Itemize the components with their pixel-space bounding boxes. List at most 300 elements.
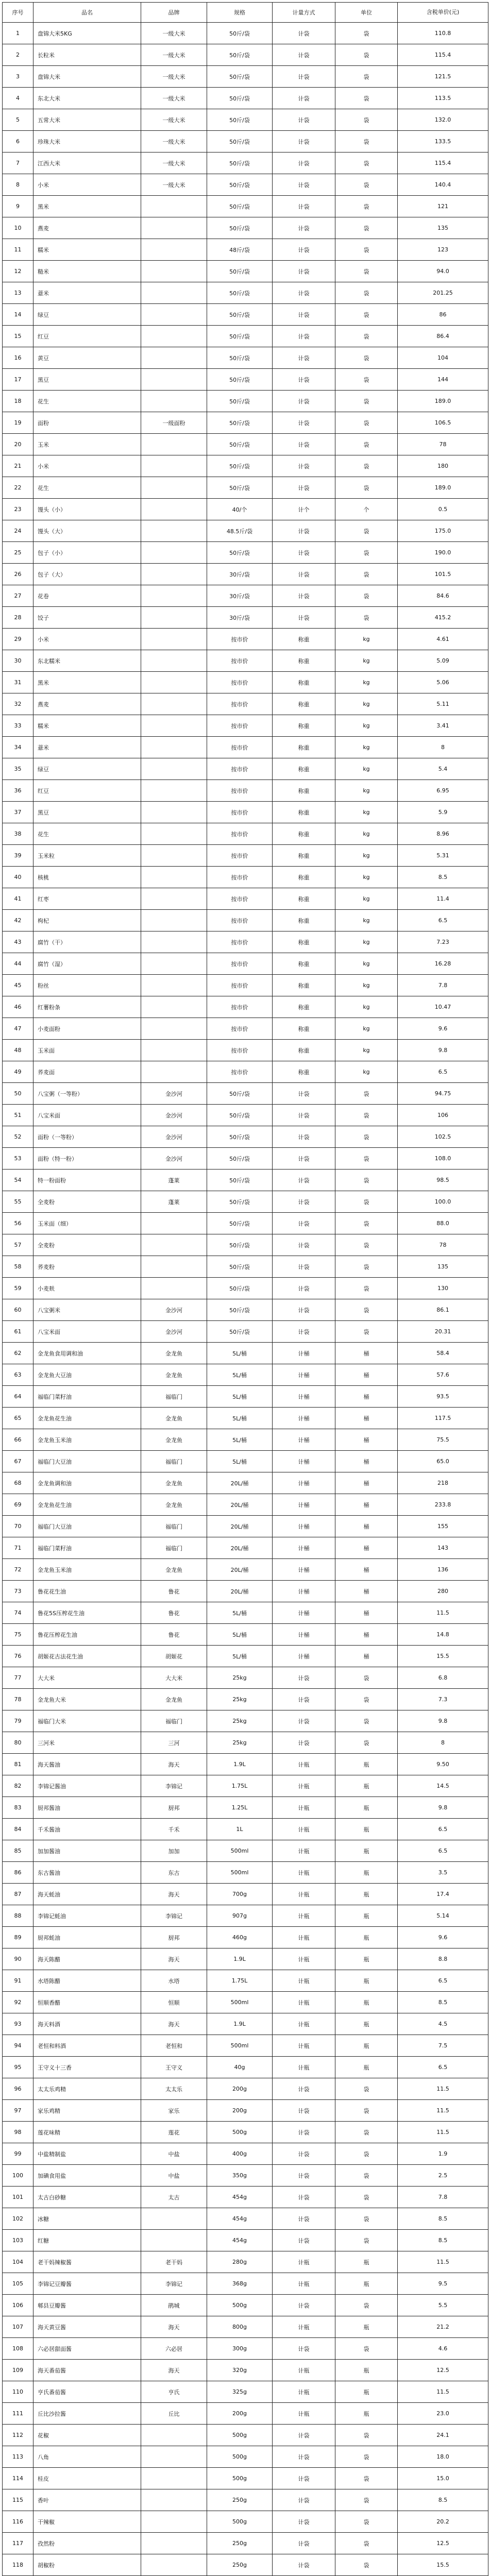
- cell-unit-price: 6.5: [398, 910, 488, 931]
- cell-unit: kg: [335, 931, 398, 953]
- cell-specification: 50斤/袋: [207, 542, 273, 564]
- cell-product-name: 燕麦: [33, 693, 141, 715]
- cell-serial-no: 57: [3, 1234, 33, 1256]
- cell-brand: 金龙鱼: [141, 1494, 207, 1516]
- cell-specification: 50斤/袋: [207, 131, 273, 152]
- cell-brand: 老恒和: [141, 2035, 207, 2057]
- cell-serial-no: 118: [3, 2554, 33, 2576]
- cell-unit: 个: [335, 499, 398, 520]
- table-row: [3, 131, 488, 152]
- table-row: [3, 910, 488, 931]
- cell-unit: 袋: [335, 1256, 398, 1278]
- cell-unit-price: 5.06: [398, 672, 488, 693]
- cell-measure-method: 计袋: [273, 109, 335, 131]
- cell-specification: 1.9L: [207, 1754, 273, 1775]
- cell-brand: 福临门: [141, 1537, 207, 1559]
- table-row: [3, 2230, 488, 2251]
- cell-brand: [141, 261, 207, 282]
- cell-product-name: 太古白砂糖: [33, 2187, 141, 2208]
- cell-unit: kg: [335, 715, 398, 737]
- cell-unit-price: 84.6: [398, 585, 488, 607]
- cell-measure-method: 计袋: [273, 2187, 335, 2208]
- cell-specification: 454g: [207, 2187, 273, 2208]
- cell-brand: [141, 758, 207, 780]
- cell-unit: 袋: [335, 2446, 398, 2468]
- cell-specification: 50斤/袋: [207, 304, 273, 326]
- cell-specification: 25kg: [207, 1667, 273, 1689]
- cell-unit: 桶: [335, 1624, 398, 1646]
- cell-serial-no: 74: [3, 1602, 33, 1624]
- cell-measure-method: 计瓶: [273, 2316, 335, 2338]
- cell-serial-no: 58: [3, 1256, 33, 1278]
- cell-specification: 48斤/袋: [207, 239, 273, 261]
- cell-unit-price: 100.0: [398, 1191, 488, 1213]
- cell-unit-price: 58.4: [398, 1343, 488, 1364]
- cell-unit: 桶: [335, 1559, 398, 1581]
- cell-specification: 5L/桶: [207, 1343, 273, 1364]
- table-row: [3, 2403, 488, 2425]
- cell-specification: 20L/桶: [207, 1559, 273, 1581]
- cell-unit-price: 9.8: [398, 1797, 488, 1819]
- cell-specification: 50斤/袋: [207, 174, 273, 196]
- cell-unit: 袋: [335, 434, 398, 455]
- cell-brand: 海天: [141, 1754, 207, 1775]
- table-row: [3, 2165, 488, 2187]
- cell-measure-method: 称重: [273, 650, 335, 672]
- cell-brand: [141, 1213, 207, 1234]
- cell-brand: 一级大米: [141, 88, 207, 109]
- cell-measure-method: 计桶: [273, 1364, 335, 1386]
- cell-brand: 一级大米: [141, 174, 207, 196]
- cell-product-name: 包子（小）: [33, 542, 141, 564]
- cell-unit-price: 15.5: [398, 2554, 488, 2576]
- cell-measure-method: 计袋: [273, 412, 335, 434]
- cell-unit-price: 12.5: [398, 2360, 488, 2381]
- header-unit: 单位: [335, 3, 398, 23]
- cell-measure-method: 计袋: [273, 2511, 335, 2533]
- cell-product-name: 花生: [33, 823, 141, 845]
- cell-unit: 瓶: [335, 1819, 398, 1840]
- cell-specification: 按市价: [207, 650, 273, 672]
- cell-measure-method: 计袋: [273, 2143, 335, 2165]
- cell-brand: 海天: [141, 1948, 207, 1970]
- cell-serial-no: 78: [3, 1689, 33, 1710]
- cell-specification: 50斤/袋: [207, 1321, 273, 1343]
- cell-unit: 袋: [335, 2143, 398, 2165]
- cell-brand: 鲁花: [141, 1602, 207, 1624]
- cell-product-name: 花椒: [33, 2425, 141, 2446]
- cell-serial-no: 99: [3, 2143, 33, 2165]
- cell-product-name: 厨邦蚝油: [33, 1927, 141, 1948]
- cell-serial-no: 4: [3, 88, 33, 109]
- cell-brand: 金沙河: [141, 1126, 207, 1148]
- cell-product-name: 薏米: [33, 737, 141, 758]
- cell-unit: 桶: [335, 1386, 398, 1408]
- table-row: [3, 2273, 488, 2295]
- cell-brand: [141, 607, 207, 629]
- cell-product-name: 珍珠大米: [33, 131, 141, 152]
- cell-serial-no: 111: [3, 2403, 33, 2425]
- cell-measure-method: 计袋: [273, 44, 335, 66]
- cell-measure-method: 计瓶: [273, 2013, 335, 2035]
- cell-unit: 袋: [335, 585, 398, 607]
- cell-product-name: 王守义十三香: [33, 2057, 141, 2078]
- cell-unit: 袋: [335, 564, 398, 585]
- cell-product-name: 糯米: [33, 239, 141, 261]
- cell-unit-price: 11.5: [398, 2251, 488, 2273]
- cell-serial-no: 20: [3, 434, 33, 455]
- cell-unit-price: 135: [398, 1256, 488, 1278]
- cell-serial-no: 39: [3, 845, 33, 867]
- cell-brand: [141, 845, 207, 867]
- cell-brand: 太古: [141, 2187, 207, 2208]
- cell-specification: 500ml: [207, 1992, 273, 2013]
- cell-specification: 200g: [207, 2403, 273, 2425]
- cell-product-name: 李锦记酱油: [33, 1775, 141, 1797]
- table-row: [3, 2360, 488, 2381]
- cell-unit-price: 94.75: [398, 1083, 488, 1105]
- cell-product-name: 面粉: [33, 412, 141, 434]
- cell-specification: 250g: [207, 2489, 273, 2511]
- table-row: [3, 499, 488, 520]
- cell-brand: [141, 477, 207, 499]
- cell-specification: 50斤/袋: [207, 44, 273, 66]
- cell-product-name: 金龙鱼玉米油: [33, 1429, 141, 1451]
- cell-measure-method: 计桶: [273, 1624, 335, 1646]
- table-row: [3, 607, 488, 629]
- cell-measure-method: 计袋: [273, 261, 335, 282]
- cell-serial-no: 49: [3, 1061, 33, 1083]
- cell-specification: 按市价: [207, 888, 273, 910]
- cell-specification: 按市价: [207, 845, 273, 867]
- cell-unit: 袋: [335, 1213, 398, 1234]
- cell-product-name: 老恒和料酒: [33, 2035, 141, 2057]
- cell-serial-no: 56: [3, 1213, 33, 1234]
- cell-specification: 454g: [207, 2230, 273, 2251]
- cell-unit: 袋: [335, 1234, 398, 1256]
- cell-unit-price: 88.0: [398, 1213, 488, 1234]
- cell-serial-no: 23: [3, 499, 33, 520]
- cell-measure-method: 称重: [273, 737, 335, 758]
- cell-specification: 按市价: [207, 910, 273, 931]
- cell-unit: 袋: [335, 1689, 398, 1710]
- cell-measure-method: 计袋: [273, 1710, 335, 1732]
- cell-serial-no: 61: [3, 1321, 33, 1343]
- cell-serial-no: 62: [3, 1343, 33, 1364]
- cell-measure-method: 计桶: [273, 1516, 335, 1537]
- cell-measure-method: 计袋: [273, 2338, 335, 2360]
- cell-product-name: 恒顺香醋: [33, 1992, 141, 2013]
- cell-brand: [141, 369, 207, 391]
- cell-product-name: 腐竹（干）: [33, 931, 141, 953]
- cell-serial-no: 108: [3, 2338, 33, 2360]
- cell-serial-no: 10: [3, 217, 33, 239]
- cell-measure-method: 计袋: [273, 152, 335, 174]
- cell-unit-price: 130: [398, 1278, 488, 1299]
- header-unit-price: 含税单价(元): [398, 3, 488, 23]
- cell-unit: 袋: [335, 152, 398, 174]
- header-specification: 规格: [207, 3, 273, 23]
- cell-unit: 袋: [335, 2187, 398, 2208]
- table-row: [3, 196, 488, 217]
- cell-measure-method: 计袋: [273, 66, 335, 88]
- cell-specification: 500g: [207, 2446, 273, 2468]
- cell-unit: kg: [335, 867, 398, 888]
- cell-brand: [141, 975, 207, 996]
- cell-brand: [141, 2425, 207, 2446]
- cell-serial-no: 98: [3, 2122, 33, 2143]
- cell-specification: 1.75L: [207, 1970, 273, 1992]
- cell-measure-method: 计袋: [273, 304, 335, 326]
- table-row: [3, 1689, 488, 1710]
- cell-measure-method: 计袋: [273, 2425, 335, 2446]
- cell-measure-method: 计袋: [273, 1321, 335, 1343]
- cell-unit: 袋: [335, 542, 398, 564]
- cell-serial-no: 36: [3, 780, 33, 802]
- cell-product-name: 红薯粉条: [33, 996, 141, 1018]
- cell-measure-method: 称重: [273, 758, 335, 780]
- cell-measure-method: 计瓶: [273, 1905, 335, 1927]
- cell-unit-price: 189.0: [398, 477, 488, 499]
- cell-specification: 50斤/袋: [207, 455, 273, 477]
- cell-specification: 320g: [207, 2360, 273, 2381]
- cell-unit: 瓶: [335, 1884, 398, 1905]
- cell-unit: 袋: [335, 2554, 398, 2576]
- cell-brand: [141, 1278, 207, 1299]
- cell-product-name: 黑米: [33, 196, 141, 217]
- cell-unit-price: 2.5: [398, 2165, 488, 2187]
- cell-product-name: 红枣: [33, 888, 141, 910]
- cell-unit-price: 78: [398, 434, 488, 455]
- cell-measure-method: 称重: [273, 996, 335, 1018]
- cell-unit: kg: [335, 650, 398, 672]
- cell-brand: 一级大米: [141, 109, 207, 131]
- cell-brand: [141, 888, 207, 910]
- cell-specification: 5L/桶: [207, 1386, 273, 1408]
- cell-serial-no: 92: [3, 1992, 33, 2013]
- cell-specification: 50斤/袋: [207, 1256, 273, 1278]
- cell-unit-price: 5.11: [398, 693, 488, 715]
- cell-unit-price: 115.4: [398, 44, 488, 66]
- cell-unit: 瓶: [335, 2360, 398, 2381]
- cell-brand: 蓬莱: [141, 1191, 207, 1213]
- cell-product-name: 东北大米: [33, 88, 141, 109]
- cell-unit: 袋: [335, 1278, 398, 1299]
- cell-brand: [141, 1040, 207, 1061]
- cell-specification: 5L/桶: [207, 1364, 273, 1386]
- table-row: [3, 152, 488, 174]
- table-row: [3, 1343, 488, 1364]
- table-row: [3, 1775, 488, 1797]
- cell-unit-price: 104: [398, 347, 488, 369]
- cell-measure-method: 计桶: [273, 1602, 335, 1624]
- table-row: [3, 1970, 488, 1992]
- cell-brand: [141, 326, 207, 347]
- cell-product-name: 特一粉面粉: [33, 1170, 141, 1191]
- cell-measure-method: 计桶: [273, 1408, 335, 1429]
- cell-brand: 金龙鱼: [141, 1364, 207, 1386]
- cell-serial-no: 53: [3, 1148, 33, 1170]
- table-row: [3, 434, 488, 455]
- cell-brand: [141, 520, 207, 542]
- cell-product-name: 玉米面（细）: [33, 1213, 141, 1234]
- table-row: [3, 672, 488, 693]
- table-row: [3, 239, 488, 261]
- cell-measure-method: 计瓶: [273, 1840, 335, 1862]
- cell-brand: 鲁花: [141, 1624, 207, 1646]
- cell-product-name: 莲花味精: [33, 2122, 141, 2143]
- cell-unit: 袋: [335, 2511, 398, 2533]
- cell-unit-price: 6.5: [398, 2057, 488, 2078]
- cell-measure-method: 计袋: [273, 2533, 335, 2554]
- cell-unit: 袋: [335, 2208, 398, 2230]
- cell-brand: [141, 564, 207, 585]
- cell-unit: 袋: [335, 2338, 398, 2360]
- cell-serial-no: 102: [3, 2208, 33, 2230]
- cell-specification: 按市价: [207, 715, 273, 737]
- cell-serial-no: 48: [3, 1040, 33, 1061]
- table-row: [3, 1494, 488, 1516]
- cell-serial-no: 65: [3, 1408, 33, 1429]
- cell-unit-price: 3.41: [398, 715, 488, 737]
- cell-product-name: 李锦记蚝油: [33, 1905, 141, 1927]
- cell-product-name: 六必居甜面酱: [33, 2338, 141, 2360]
- cell-serial-no: 85: [3, 1840, 33, 1862]
- cell-serial-no: 114: [3, 2468, 33, 2489]
- cell-specification: 500g: [207, 2468, 273, 2489]
- cell-specification: 500g: [207, 2425, 273, 2446]
- cell-brand: [141, 585, 207, 607]
- cell-serial-no: 51: [3, 1105, 33, 1126]
- cell-brand: [141, 1256, 207, 1278]
- cell-specification: 按市价: [207, 672, 273, 693]
- cell-specification: 1.9L: [207, 2013, 273, 2035]
- cell-brand: [141, 2511, 207, 2533]
- cell-measure-method: 称重: [273, 975, 335, 996]
- cell-brand: 金沙河: [141, 1299, 207, 1321]
- cell-unit: 瓶: [335, 1905, 398, 1927]
- cell-product-name: 绿豆: [33, 758, 141, 780]
- cell-unit-price: 133.5: [398, 131, 488, 152]
- table-row: [3, 2100, 488, 2122]
- cell-product-name: 荞麦面: [33, 1061, 141, 1083]
- table-row: [3, 1840, 488, 1862]
- table-row: [3, 1105, 488, 1126]
- cell-measure-method: 计袋: [273, 1126, 335, 1148]
- cell-unit-price: 11.4: [398, 888, 488, 910]
- header-serial-no: 序号: [3, 3, 33, 23]
- table-row: [3, 715, 488, 737]
- table-row: [3, 1364, 488, 1386]
- cell-serial-no: 81: [3, 1754, 33, 1775]
- cell-specification: 48.5斤/袋: [207, 520, 273, 542]
- cell-unit: 瓶: [335, 1970, 398, 1992]
- cell-unit: 袋: [335, 1170, 398, 1191]
- cell-brand: [141, 2489, 207, 2511]
- cell-brand: 中盐: [141, 2143, 207, 2165]
- table-row: [3, 975, 488, 996]
- cell-product-name: 小麦麸: [33, 1278, 141, 1299]
- cell-unit-price: 8: [398, 1732, 488, 1754]
- cell-brand: 三河: [141, 1732, 207, 1754]
- cell-unit: 桶: [335, 1429, 398, 1451]
- cell-specification: 325g: [207, 2381, 273, 2403]
- cell-specification: 460g: [207, 1927, 273, 1948]
- cell-brand: [141, 542, 207, 564]
- table-row: [3, 2316, 488, 2338]
- table-row: [3, 953, 488, 975]
- cell-measure-method: 计袋: [273, 347, 335, 369]
- cell-serial-no: 17: [3, 369, 33, 391]
- table-row: [3, 412, 488, 434]
- table-row: [3, 1126, 488, 1148]
- cell-product-name: 太太乐鸡精: [33, 2078, 141, 2100]
- cell-specification: 500ml: [207, 2035, 273, 2057]
- cell-specification: 907g: [207, 1905, 273, 1927]
- table-row: [3, 347, 488, 369]
- table-row: [3, 2554, 488, 2576]
- cell-unit: 桶: [335, 1646, 398, 1667]
- cell-product-name: 金龙鱼大豆油: [33, 1364, 141, 1386]
- cell-unit-price: 14.8: [398, 1624, 488, 1646]
- cell-unit: kg: [335, 693, 398, 715]
- cell-product-name: 八宝米面: [33, 1105, 141, 1126]
- cell-unit: 袋: [335, 1732, 398, 1754]
- cell-product-name: 八宝粥（一等粉）: [33, 1083, 141, 1105]
- cell-unit: 袋: [335, 88, 398, 109]
- cell-specification: 按市价: [207, 737, 273, 758]
- cell-specification: 25kg: [207, 1710, 273, 1732]
- table-row: [3, 1797, 488, 1819]
- cell-serial-no: 26: [3, 564, 33, 585]
- cell-brand: 丘比: [141, 2403, 207, 2425]
- cell-product-name: 海天番茄酱: [33, 2360, 141, 2381]
- cell-unit: 瓶: [335, 1927, 398, 1948]
- cell-unit-price: 11.5: [398, 1602, 488, 1624]
- cell-unit: 袋: [335, 1126, 398, 1148]
- table-row: [3, 845, 488, 867]
- cell-product-name: 李锦记豆瓣酱: [33, 2273, 141, 2295]
- price-table: [2, 2, 488, 2576]
- cell-specification: 250g: [207, 2554, 273, 2576]
- table-row: [3, 66, 488, 88]
- cell-unit-price: 16.28: [398, 953, 488, 975]
- cell-unit-price: 24.1: [398, 2425, 488, 2446]
- cell-measure-method: 计袋: [273, 1148, 335, 1170]
- cell-unit-price: 11.5: [398, 2100, 488, 2122]
- cell-unit: 瓶: [335, 1840, 398, 1862]
- cell-serial-no: 109: [3, 2360, 33, 2381]
- cell-measure-method: 计瓶: [273, 1927, 335, 1948]
- table-row: [3, 1083, 488, 1105]
- cell-unit-price: 57.6: [398, 1364, 488, 1386]
- table-row: [3, 1234, 488, 1256]
- cell-product-name: 三河米: [33, 1732, 141, 1754]
- cell-unit: kg: [335, 780, 398, 802]
- cell-measure-method: 计袋: [273, 2489, 335, 2511]
- cell-serial-no: 6: [3, 131, 33, 152]
- cell-specification: 按市价: [207, 867, 273, 888]
- cell-specification: 按市价: [207, 931, 273, 953]
- cell-unit: 袋: [335, 131, 398, 152]
- cell-unit-price: 6.95: [398, 780, 488, 802]
- cell-specification: 500ml: [207, 1840, 273, 1862]
- cell-serial-no: 1: [3, 23, 33, 44]
- cell-measure-method: 计桶: [273, 1537, 335, 1559]
- table-row: [3, 1862, 488, 1884]
- cell-product-name: 花生: [33, 477, 141, 499]
- cell-brand: [141, 953, 207, 975]
